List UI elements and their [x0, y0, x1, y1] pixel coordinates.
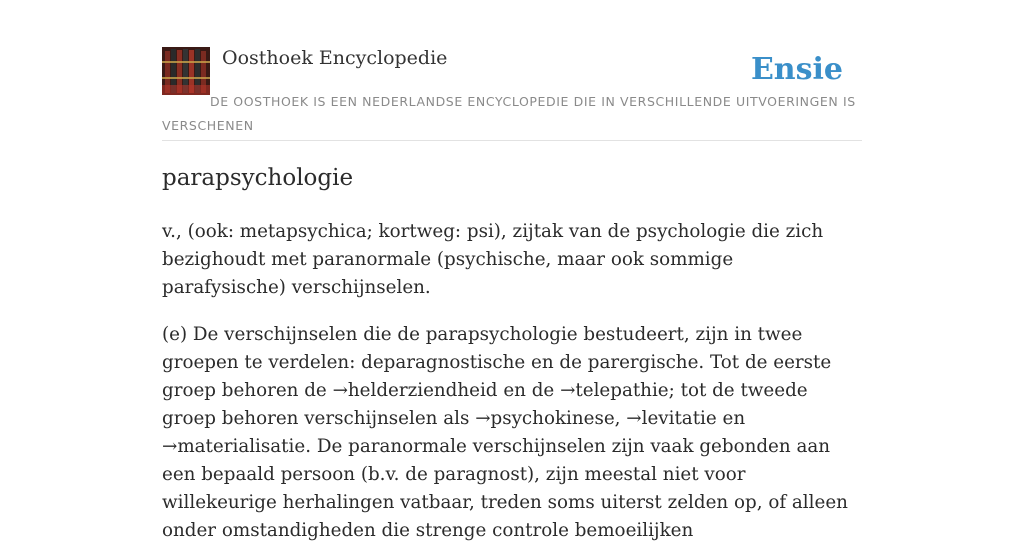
article-paragraph: [162, 321, 862, 545]
link-psychokinese[interactable]: [475, 408, 614, 429]
ensie-logo[interactable]: Ensie: [750, 52, 843, 87]
arrow-right-icon: →: [162, 436, 178, 457]
paragraph-text: en de: [497, 380, 561, 401]
link-text: levitatie: [641, 408, 717, 429]
article-paragraph: v., (ook: metapsychica; kortweg: psi), zijtak van de psychologie die zich bezighoudt met paranormale (psychische, maar ook sommige parafysische) verschijnselen.: [162, 221, 824, 298]
source-subtitle: DE OOSTHOEK IS EEN NEDERLANDSE ENCYCLOPEDIE DIE IN VERSCHILLENDE UITVOERINGEN IS VERSCHENEN: [162, 94, 856, 133]
arrow-right-icon: →: [626, 408, 642, 429]
link-text: helderziendheid: [347, 380, 498, 401]
source-title[interactable]: Oosthoek Encyclopedie: [222, 47, 448, 69]
arrow-right-icon: →: [475, 408, 491, 429]
book-spines-icon: [162, 47, 210, 95]
link-levitatie[interactable]: [626, 408, 716, 429]
link-helderziendheid[interactable]: [333, 380, 498, 401]
article-title: parapsychologie: [162, 165, 354, 191]
link-text: psychokinese: [490, 408, 615, 429]
link-text: materialisatie: [177, 436, 306, 457]
paragraph-text: (e) De verschijnselen die de parapsychologie bestudeert, zijn in twee groepen te verdelen: deparagnostische en de parergische. Tot de eerste groep behoren de: [162, 324, 832, 401]
paragraph-text: ,: [614, 408, 627, 429]
link-telepathie[interactable]: [560, 380, 669, 401]
link-materialisatie[interactable]: [162, 436, 305, 457]
link-text: telepathie: [575, 380, 669, 401]
paragraph-text: . De paranormale verschijnselen zijn vaak gebonden aan een bepaald persoon (b.v. de paragnost), zijn meestal niet voor willekeurige herhalingen vatbaar, treden soms uiterst zelden op, of alleen onder omstandigheden die strenge controle bemoeilijken: [162, 436, 848, 541]
arrow-right-icon: →: [332, 380, 348, 401]
paragraph-text: ; tot de tweede groep behoren verschijnselen als: [162, 380, 808, 429]
source-header: [162, 46, 862, 141]
source-avatar[interactable]: [162, 47, 210, 95]
paragraph-text: en: [716, 408, 746, 429]
arrow-right-icon: →: [560, 380, 576, 401]
article: [162, 160, 862, 545]
